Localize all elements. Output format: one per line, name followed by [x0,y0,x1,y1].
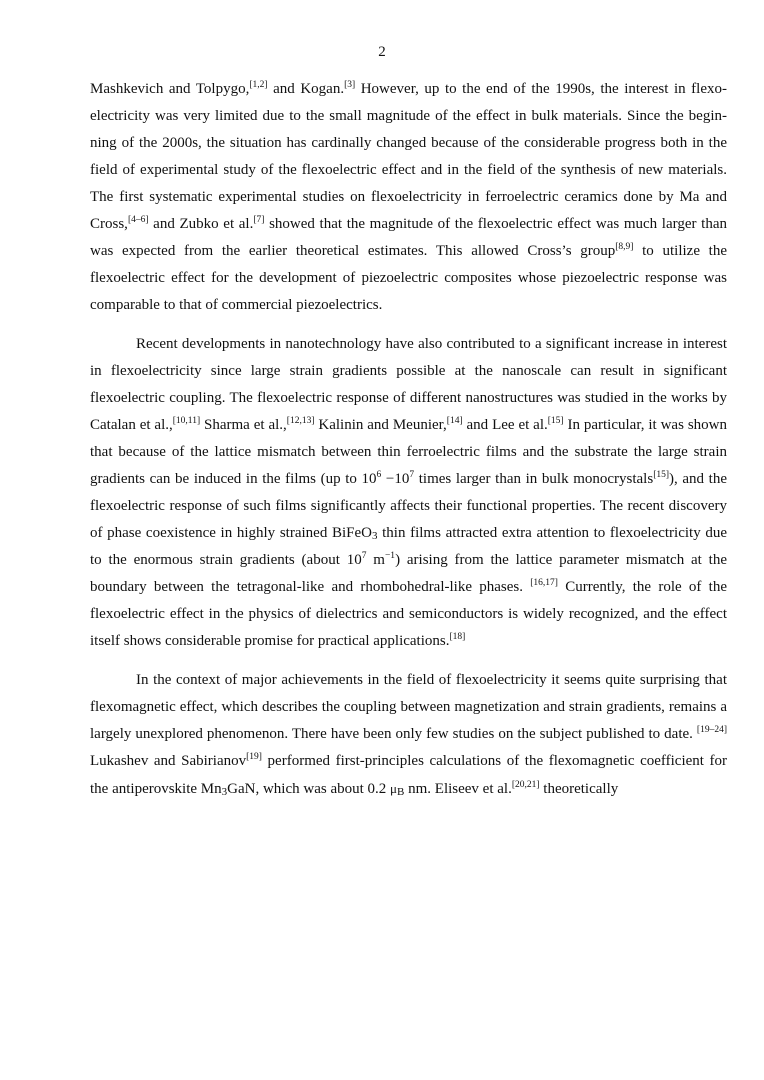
text-run: nm. Eliseev et al. [404,781,512,797]
text-run: Currently, the role of the flexoelectric effect in the physics of dielectrics and semiconductors is widely recognized, and the effect itself shows considerable promise for practical applications. [90,579,728,649]
paragraph-1 [90,76,727,319]
text-run: Lukashev and Sabirianov [90,753,247,769]
citation-superscript: [15] [653,470,670,480]
citation-superscript: 6 [376,470,382,480]
text-run: showed that the magnitude of the flexoelectric effect was much larger than was expected from the earlier theoretical estimates. This allowed Cross’s group [90,216,727,259]
citation-superscript: [20,21] [511,780,540,790]
text-run: times larger than in bulk monocrystals [414,471,654,487]
citation-superscript: [10,11] [172,416,201,426]
text-run: performed first-principles calculations of the flexomagnetic coefficient for the antiperovskite Mn [90,753,728,797]
text-run: to utilize the flexoelectric effect for the development of piezoelectric composites whose piezoelectric response was comparable to that of commercial piezoelectrics. [90,243,728,313]
paragraph-3 [90,667,727,803]
text-run: In particular, it was shown that because of the lattice mismatch between thin ferroelectric films and the substrate the large strain gradients can be induced in the films (up to 10 [90,417,727,487]
text-run: thin films attracted extra attention to flexoelectricity due to the enormous strain gradients (about 10 [90,525,727,568]
citation-superscript: [8,9] [615,242,634,252]
citation-superscript: [16,17] [530,578,558,588]
citation-superscript: [4–6] [127,215,149,225]
citation-superscript: [19] [246,752,262,762]
citation-superscript: −1 [384,551,396,561]
text-run: Kalinin and Meunier, [314,417,447,433]
text-run: −10 [381,471,410,487]
citation-superscript: 7 [409,470,415,480]
text-run: and Kogan. [267,81,345,97]
text-run: and Lee et al. [462,417,548,433]
subscript: 3 [371,530,378,542]
text-run: Sharma et al., [200,417,287,433]
subscript: 3 [221,786,228,798]
text-run: ) arising from the lattice parameter mismatch at the boundary between the tetragonal-like and rhombohedral-like phases. [90,552,727,595]
citation-superscript: [1,2] [249,80,268,90]
text-run: theoretically [539,781,619,797]
citation-superscript: [15] [547,416,564,426]
citation-superscript: [14] [446,416,463,426]
text-run: Recent developments in nanotechnology have also contributed to a significant increase in interest in flexoelectricity since large strain gradients possible at the nanoscale can result in significant flexoelectric coupling. The flexoelectric response of different nanostructures was studied in the works by Catalan et al., [90,336,727,433]
citation-superscript: [18] [449,632,466,642]
citation-superscript: [12,13] [286,416,315,426]
citation-superscript: [7] [253,215,265,225]
text-run: GaN, which was about 0.2 [227,781,391,797]
subscript: B [397,786,405,798]
citation-superscript: 7 [361,551,367,561]
text-run: However, up to the end of the 1990s, the interest in flexoelectricity was very limited due to the small magnitude of the effect in bulk materials. Since the beginning of the 2000s, the situation has cardinally changed because of the considerable progress both in the field of experimental study of the flexoelectric effect and in the field of the synthesis of new materials. The first systematic experimental studies on flexoelectricity in ferroelectric ceramics done by Ma and Cross, [90,81,727,232]
text-run: Mashkevich and Tolpygo, [90,81,250,97]
text-run: ), and the flexoelectric response of such films significantly affects their functional properties. The recent discovery of phase coexistence in highly strained BiFeO [90,471,727,541]
symbol: μ [390,781,398,796]
text-run: In the context of major achievements in the field of flexoelectricity it seems quite surprising that flexomagnetic effect, which describes the coupling between magnetization and strain gradients, remains a largely unexplored phenomenon. There have been only few studies on the subject published to date. [90,672,727,742]
text-run: m [366,552,385,568]
page-number: 2 [378,44,386,60]
body-text [90,76,727,803]
citation-superscript: [19–24] [696,725,727,735]
paragraph-2 [90,331,727,655]
text-run: and Zubko et al. [148,216,254,232]
citation-superscript: [3] [344,80,356,90]
